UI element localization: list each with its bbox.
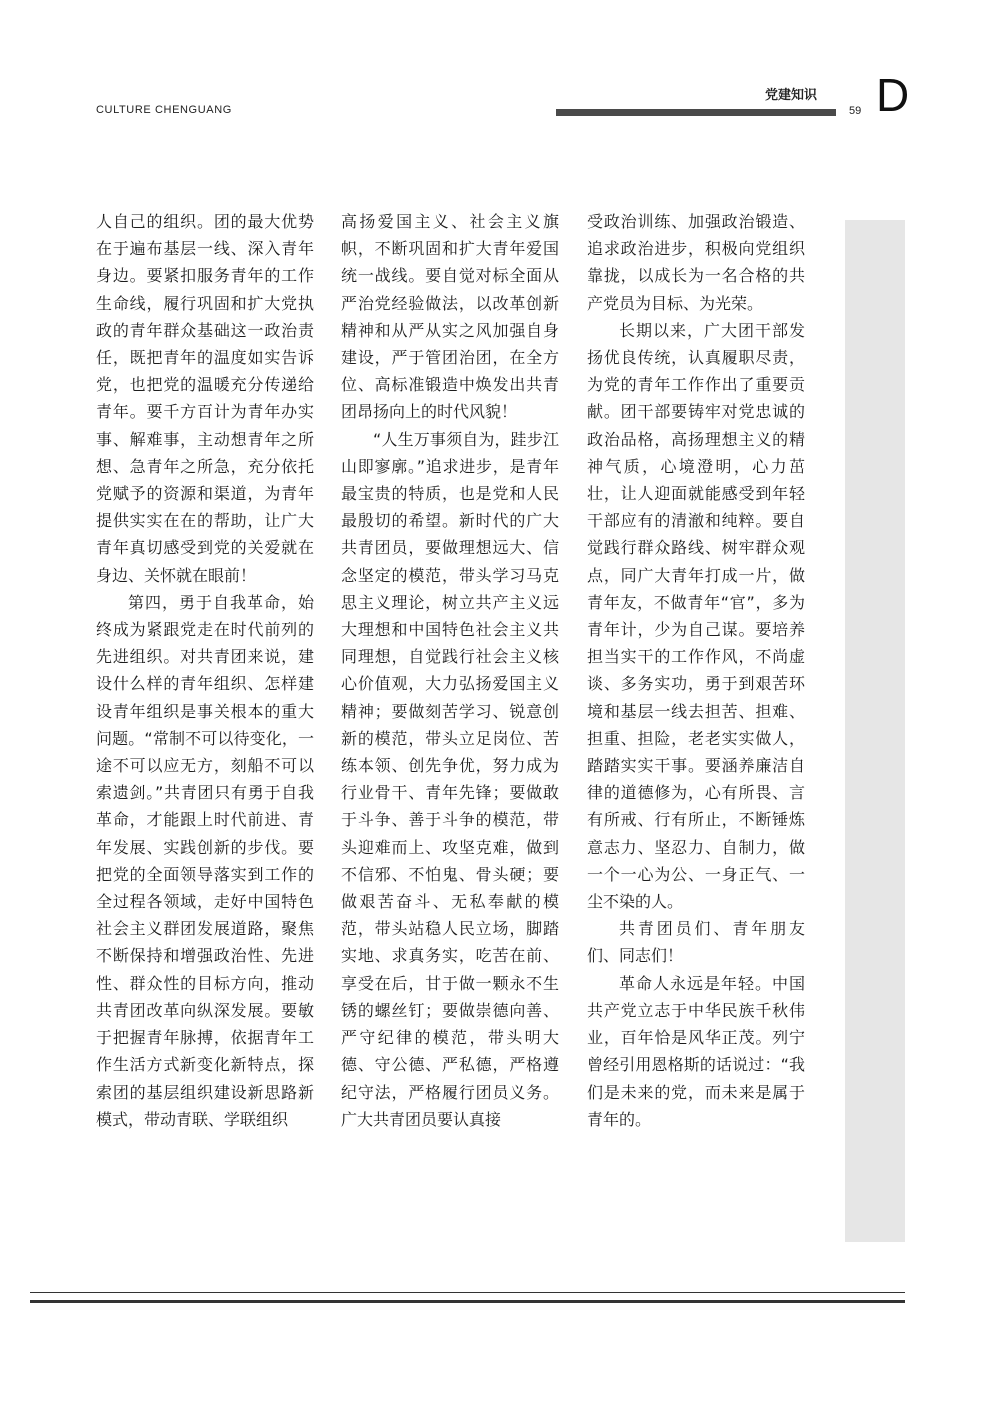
section-title: 党建知识 xyxy=(765,88,818,103)
paragraph: 受政治训练、加强政治锻造、追求政治进步，积极向党组织靠拢，以成长为一名合格的共产党员为目标、为光荣。 xyxy=(587,212,805,313)
section-letter: D xyxy=(876,69,910,121)
magazine-name: CULTURE CHENGUANG xyxy=(96,104,232,116)
text-column-2 xyxy=(341,208,559,1133)
text-column-1 xyxy=(96,208,314,1133)
side-panel xyxy=(845,220,905,1242)
page-number: 59 xyxy=(849,105,862,117)
header-bar xyxy=(556,109,836,116)
paragraph: 长期以来，广大团干部发扬优良传统，认真履职尽责，为党的青年工作作出了重要贡献。团干部要铸牢对党忠诚的政治品格，高扬理想主义的精神气质，心境澄明，心力茁壮，让人迎面就能感受到年轻干部应有的清澈和纯粹。要自觉践行群众路线、树牢群众观点，同广大青年打成一片，做青年友，不做青年“官”，多为青年计，少为自己谋。要培养担当实干的工作作风，不尚虚谈、多务实功，勇于到艰苦环境和基层一线去担苦、担难、担重、担险，老老实实做人，踏踏实实干事。要涵养廉洁自律的道德修为，心有所畏、言有所戒、行有所止，不断锤炼意志力、坚忍力、自制力，做一个一心为公、一身正气、一尘不染的人。 xyxy=(587,320,805,912)
footer-rule-thick xyxy=(30,1300,905,1303)
paragraph: “人生万事须自为，跬步江山即寥廓。”追求进步，是青年最宝贵的特质，也是党和人民最殷切的希望。新时代的广大共青团员，要做理想远大、信念坚定的模范，带头学习马克思主义理论，树立共产主义远大理想和中国特色社会主义共同理想，自觉践行社会主义核心价值观，大力弘扬爱国主义精神；要做刻苦学习、锐意创新的模范，带头立足岗位、苦练本领、创先争优，努力成为行业骨干、青年先锋；要做敢于斗争、善于斗争的模范，带头迎难而上、攻坚克难，做到不信邪、不怕鬼、骨头硬；要做艰苦奋斗、无私奉献的模范，带头站稳人民立场，脚踏实地、求真务实，吃苦在前、享受在后，甘于做一颗永不生锈的螺丝钉；要做崇德向善、严守纪律的模范，带头明大德、守公德、严私德，严格遵纪守法，严格履行团员义务。广大共青团员要认真接 xyxy=(341,429,559,1129)
paragraph: 高扬爱国主义、社会主义旗帜，不断巩固和扩大青年爱国统一战线。要自觉对标全面从严治党经验做法，以改革创新精神和从严从实之风加强自身建设，严于管团治团，在全方位、高标准锻造中焕发出共青团昂扬向上的时代风貌！ xyxy=(341,212,559,422)
paragraph: 第四，勇于自我革命，始终成为紧跟党走在时代前列的先进组织。对共青团来说，建设什么样的青年组织、怎样建设青年组织是事关根本的重大问题。“常制不可以待变化，一途不可以应无方，刻船不可以索遗剑。”共青团只有勇于自我革命，才能跟上时代前进、青年发展、实践创新的步伐。要把党的全面领导落实到工作的全过程各领域，走好中国特色社会主义群团发展道路，聚焦不断保持和增强政治性、先进性、群众性的目标方向，推动共青团改革向纵深发展。要敏于把握青年脉搏，依据青年工作生活方式新变化新特点，探索团的基层组织建设新思路新模式，带动青联、学联组织 xyxy=(96,592,314,1129)
footer-rule-thin xyxy=(30,1292,905,1293)
paragraph: 革命人永远是年轻。中国共产党立志于中华民族千秋伟业，百年恰是风华正茂。列宁曾经引用恩格斯的话说过：“我们是未来的党，而未来是属于青年的。 xyxy=(587,973,805,1129)
text-column-3 xyxy=(587,208,805,1133)
paragraph: 人自己的组织。团的最大优势在于遍布基层一线、深入青年身边。要紧扣服务青年的工作生命线，履行巩固和扩大党执政的青年群众基础这一政治责任，既把青年的温度如实告诉党，也把党的温暖充分传递给青年。要千方百计为青年办实事、解难事，主动想青年之所想、急青年之所急，充分依托党赋予的资源和渠道，为青年提供实实在在的帮助，让广大青年真切感受到党的关爱就在身边、关怀就在眼前！ xyxy=(96,212,314,585)
paragraph: 共青团员们、青年朋友们、同志们！ xyxy=(587,919,805,966)
